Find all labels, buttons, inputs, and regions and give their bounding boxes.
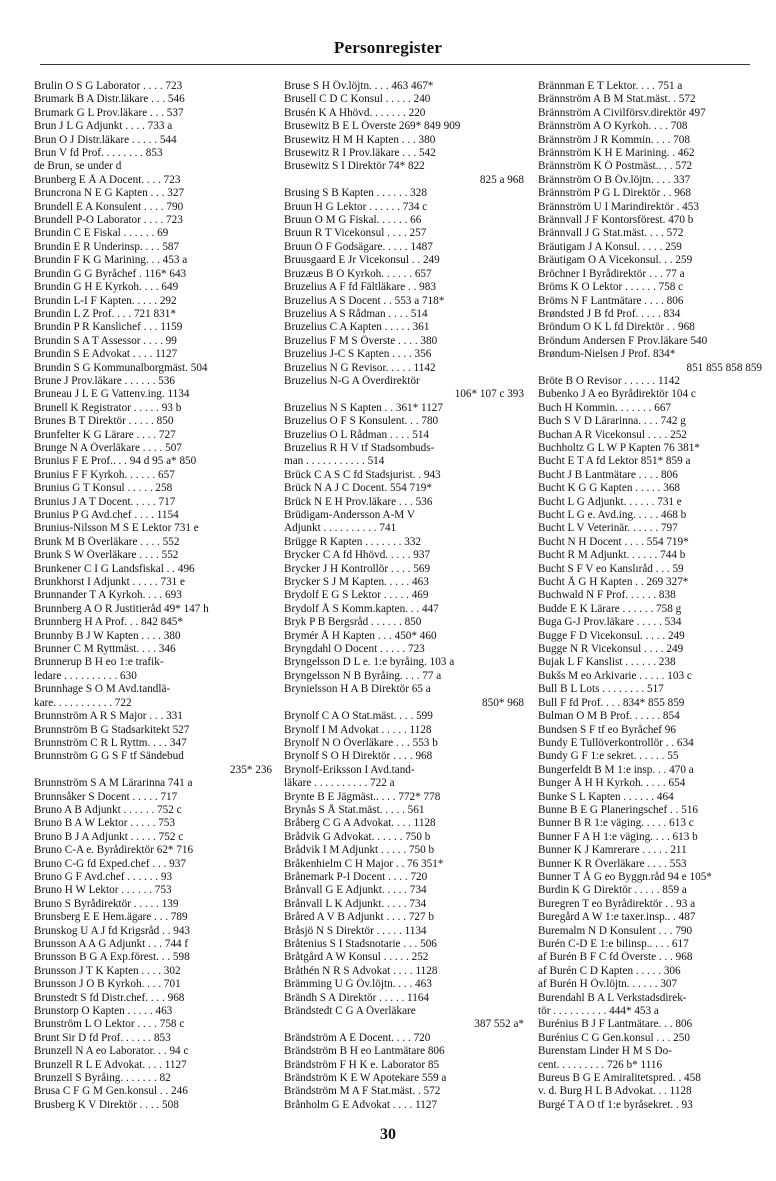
register-entry: Brunell K Registrator . . . . . 93 b — [34, 401, 182, 414]
register-entry: Brügge R Kapten . . . . . . . 332 — [284, 535, 422, 548]
register-entry: Bunger Å H H Kyrkoh. . . . . 654 — [538, 777, 686, 790]
register-entry: Bruno C-A e. Byrådirektör 62* 716 — [34, 844, 194, 857]
register-entry: Brunfelter K G Lärare . . . . 727 — [34, 428, 176, 441]
register-entry: Brynolf C A O Stat.mäst. . . . 599 — [284, 710, 433, 723]
register-entry: Brøndum-Nielsen J Prof. 834* — [538, 348, 676, 361]
register-entry: Brändh S A Direktör . . . . . 1164 — [284, 991, 430, 1004]
register-entry: Brunk M B Överläkare . . . . 552 — [34, 535, 180, 548]
register-entry: Buremalm N D Konsulent . . . 790 — [538, 924, 693, 937]
register-entry: Brunström L O Lektor . . . . 758 c — [34, 1018, 185, 1031]
register-entry: Brynte B E Jägmäst.. . . . 772* 778 — [284, 790, 441, 803]
register-entry: Bryngdahl O Docent . . . . . 723 — [284, 643, 425, 656]
register-entry: Bruzelius N-G A Överdirektör — [284, 374, 420, 387]
register-entry: Brunnerup B H eo 1:e trafik- — [34, 656, 164, 669]
register-entry: Buchan A R Vicekonsul . . . . 252 — [538, 428, 687, 441]
register-entry: Brundin S E Advokat . . . . 1127 — [34, 348, 178, 361]
register-entry: Brändström M A F Stat.mäst. . 572 — [284, 1085, 441, 1098]
register-entry: 106* 107 c 393 — [454, 388, 524, 401]
register-entry: Brännström O B Öv.löjtn. . . . 337 — [538, 173, 691, 186]
register-entry: Brundin E R Underinsp. . . . 587 — [34, 240, 180, 253]
register-column-3 — [538, 80, 762, 1112]
register-entry: Bruusgaard E Jr Vicekonsul . . 249 — [284, 254, 440, 267]
register-entry: Brändström B H eo Lantmätare 806 — [284, 1045, 445, 1058]
register-entry: Brulin O S G Laborator . . . . 723 — [34, 80, 183, 92]
register-entry: Bunke S L Kapten . . . . . . 464 — [538, 790, 674, 803]
register-entry: Bryk P B Bergsråd . . . . . . 850 — [284, 616, 422, 629]
register-entry: Bucht N H Docent . . . . 554 719* — [538, 535, 689, 548]
register-entry: Brunk S W Överläkare . . . . 552 — [34, 549, 179, 562]
register-entry: Budde E K Lärare . . . . . . 758 g — [538, 602, 682, 615]
register-entry: Brännström A Civilförsv.direktör 497 — [538, 106, 706, 119]
register-entry: Brunsson J O B Kyrkoh. . . . 701 — [34, 978, 181, 991]
register-entry: Bräutigam O A Vicekonsul. . . 259 — [538, 254, 693, 267]
register-entry: Brunius F E Prof.. . . 94 d 95 a* 850 — [34, 455, 197, 468]
register-entry: Brycker S J M Kapten. . . . . 463 — [284, 576, 429, 589]
register-entry: Brådvik I M Adjunkt . . . . . 750 b — [284, 844, 435, 857]
register-entry: Burdin K G Direktör . . . . . 859 a — [538, 884, 687, 897]
register-entry: Bruzæus B O Kyrkoh. . . . . . 657 — [284, 267, 432, 280]
register-entry: Bröndum Andersen F Prov.läkare 540 — [538, 334, 708, 347]
register-entry: Brøndsted J B fd Prof. . . . . 834 — [538, 307, 681, 320]
register-entry: Buch S V D Lärarinna. . . . 742 g — [538, 415, 686, 428]
register-entry: Brunius P G Avd.chef . . . . 1154 — [34, 509, 179, 521]
register-entry: Brunnander T A Kyrkoh. . . . 693 — [34, 589, 182, 602]
register-entry: Brusén K A Hhövd. . . . . . . 220 — [284, 106, 426, 119]
register-entry: Bucht R M Adjunkt. . . . . . 744 b — [538, 549, 686, 562]
register-entry: Bruzelius N S Kapten . . 361* 1127 — [284, 401, 443, 414]
register-entry: Brånvall G E Adjunkt. . . . . 734 — [284, 884, 427, 897]
register-entry: Bureus B G E Amiralitetspred. . 458 — [538, 1072, 701, 1085]
register-entry: Brunnby B J W Kapten . . . . 380 — [34, 629, 181, 642]
register-entry: Brunnberg A O R Justitieråd 49* 147 h — [34, 602, 209, 615]
register-entry: Bruzelius F M S Överste . . . . 380 — [284, 334, 438, 347]
register-entry: Buchwald N F Prof. . . . . . 838 — [538, 589, 676, 602]
register-entry: Brunsson A A G Adjunkt . . . 744 f — [34, 938, 189, 950]
register-entry: Bräutigam J A Konsul. . . . . 259 — [538, 240, 682, 253]
register-entry: Brunnhage S O M Avd.tandlä- — [34, 683, 171, 696]
register-entry: Bucht J B Lantmätare . . . . 806 — [538, 468, 678, 481]
register-entry: Brune J Prov.läkare . . . . . . 536 — [34, 374, 175, 387]
register-entry: Bunne B E G Planeringschef . . 516 — [538, 803, 699, 816]
register-entry: cent. . . . . . . . . 726 b* 1116 — [538, 1058, 663, 1071]
register-entry: Brydolf Å S Komm.kapten. . . 447 — [284, 602, 439, 615]
register-entry: af Burén H Öv.löjtn. . . . . . 307 — [538, 978, 678, 991]
register-entry: Bucht E T A fd Lektor 851* 859 a — [538, 455, 691, 468]
register-entry: Brunnström G G S F tf Sändebud — [34, 750, 184, 763]
register-entry: Bröchner I Byrådirektör . . . 77 a — [538, 267, 685, 280]
register-entry: Brunius G T Konsul . . . . . 258 — [34, 482, 173, 495]
register-entry: Bråtenius S I Stadsnotarie . . . 506 — [284, 938, 437, 950]
register-entry: Brännman E T Lektor. . . . 751 a — [538, 80, 683, 92]
register-entry: Bruzelius N G Revisor. . . . . 1142 — [284, 361, 436, 374]
register-entry: Bubenko J A eo Byrådirektör 104 c — [538, 388, 696, 401]
register-entry: Brynolf-Eriksson I Avd.tand- — [284, 763, 415, 776]
register-entry: Bruun Ö F Godsägare. . . . . 1487 — [284, 240, 433, 253]
register-entry: Bruno G F Avd.chef . . . . . . 93 — [34, 870, 173, 883]
register-entry: Bruzelius O L Rådman . . . . 514 — [284, 428, 430, 441]
register-entry: kare. . . . . . . . . . . 722 — [34, 696, 132, 709]
register-entry: Brunsson B G A Exp.förest. . . 598 — [34, 951, 190, 964]
register-entry: af Burén C D Kapten . . . . . 306 — [538, 964, 681, 977]
register-entry: Brunner C M Ryttmäst. . . . 346 — [34, 643, 176, 656]
register-entry: Brunzell N A eo Laborator. . . 94 c — [34, 1045, 189, 1058]
register-entry: 235* 236 — [230, 763, 272, 776]
register-entry: Brundin G G Byråchef . 116* 643 — [34, 267, 187, 280]
register-entry: Bröndum O K L fd Direktör . . 968 — [538, 321, 695, 334]
register-entry: Brunnsåker S Docent . . . . . 717 — [34, 790, 178, 803]
register-column-1 — [34, 80, 272, 1112]
register-entry: Brusberg K V Direktör . . . . 508 — [34, 1098, 179, 1111]
register-entry: Bujak L F Kanslist . . . . . . 238 — [538, 656, 676, 669]
register-entry: Burén C-D E 1:e bilinsp.. . . . 617 — [538, 938, 689, 950]
register-entry: Bucht K G G Kapten . . . . . 368 — [538, 482, 681, 495]
register-entry: Bruun R T Vicekonsul . . . . 257 — [284, 227, 427, 240]
register-entry: Brändström F H K e. Laborator 85 — [284, 1058, 440, 1071]
page-number: 30 — [380, 1126, 396, 1143]
register-entry: Brynolf I M Advokat . . . . . 1128 — [284, 723, 432, 736]
register-entry: Bucht Å G H Kapten . . 269 327* — [538, 576, 689, 589]
register-entry: Brunstorp O Kapten . . . . . 463 — [34, 1005, 173, 1018]
register-entry: Brun J L G Adjunkt . . . . 733 a — [34, 120, 173, 133]
register-entry: Brundin P R Kanslichef . . . 1159 — [34, 321, 183, 334]
register-entry: Brundell P-O Laborator . . . . 723 — [34, 214, 183, 227]
register-entry: Brusewitz S I Direktör 74* 822 — [284, 160, 425, 173]
register-entry: Bruzelius R H V tf Stadsombuds- — [284, 441, 435, 454]
register-entry: Bulman O M B Prof. . . . . . 854 — [538, 710, 680, 723]
register-entry: Brändstedt C G A Överläkare — [284, 1005, 416, 1018]
register-entry: Brännvall J G Stat.mäst. . . . 572 — [538, 227, 684, 240]
register-entry: 851 855 858 859 — [686, 361, 762, 374]
register-entry: Bunner K J Kamrerare . . . . . 211 — [538, 844, 687, 857]
register-entry: Brynielsson H A B Direktör 65 a — [284, 683, 431, 696]
register-entry: Bruno H W Lektor . . . . . . 753 — [34, 884, 172, 897]
register-entry: Brännström K H E Marining. . 462 — [538, 147, 695, 160]
register-entry: Brundin L-I F Kapten. . . . . 292 — [34, 294, 177, 307]
register-entry: Brunes B T Direktör . . . . . 850 — [34, 415, 174, 428]
register-entry: Bruzelius J-C S Kapten . . . . 356 — [284, 348, 432, 361]
register-entry: Brycker C A fd Hhövd. . . . . 937 — [284, 549, 431, 562]
register-entry: Brundin S G Kommunalborgmäst. 504 — [34, 361, 208, 374]
register-entry: 850* 968 — [482, 696, 524, 709]
register-entry: Brunnberg H A Prof. . . 842 845* — [34, 616, 183, 629]
register-entry: Buregård A W 1:e taxer.insp.. . 487 — [538, 911, 696, 924]
register-entry: Burendahl B A L Verkstadsdirek- — [538, 991, 687, 1004]
register-entry: Brunius J A T Docent. . . . . 717 — [34, 495, 176, 508]
register-entry: Brunzell R L E Advokat. . . . 1127 — [34, 1058, 187, 1071]
register-entry: Brusell C D C Konsul . . . . . 240 — [284, 93, 431, 106]
register-entry: Brännström A O Kyrkoh. . . . 708 — [538, 120, 688, 133]
register-entry: Brunt Sir D fd Prof. . . . . . 853 — [34, 1031, 171, 1044]
register-entry: Brännström K Ö Postmäst.. . . 572 — [538, 160, 693, 173]
register-entry: Brundell E A Konsulent . . . . 790 — [34, 200, 184, 213]
register-entry: Bröte B O Revisor . . . . . . 1142 — [538, 374, 680, 387]
register-entry: Bråtgård A W Konsul . . . . . 252 — [284, 951, 429, 964]
register-entry: Bråsjö N S Direktör . . . . . 1134 — [284, 924, 427, 937]
register-entry: Brück C A S C fd Stadsjurist. . 943 — [284, 468, 441, 481]
register-entry: Bundy G F 1:e sekret. . . . . . 55 — [538, 750, 679, 763]
register-entry: Bruzelius C A Kapten . . . . . 361 — [284, 321, 430, 334]
register-entry: Brusewitz R I Prov.läkare . . . 542 — [284, 147, 436, 160]
register-entry: Brunskog U A J fd Krigsråd . . 943 — [34, 924, 191, 937]
register-entry: Brunius F F Kyrkoh. . . . . . 657 — [34, 468, 175, 481]
register-entry: 387 552 a* — [474, 1018, 524, 1031]
register-entry: Brüdigam-Andersson A-M V — [284, 509, 415, 521]
register-entry: Brun O J Distr.läkare . . . . . 544 — [34, 133, 177, 146]
register-entry: Bryngelsson D L e. 1:e byråing. 103 a — [284, 656, 455, 669]
register-entry: Brusewitz B E L Överste 269* 849 909 — [284, 120, 461, 133]
register-entry: Bruno B J A Adjunkt . . . . . 752 c — [34, 830, 184, 843]
register-entry: Bruse S H Öv.löjtn. . . . 463 467* — [284, 80, 434, 92]
register-entry: Brück N A J C Docent. 554 719* — [284, 482, 432, 495]
register-entry: Brunnström S A M Lärarinna 741 a — [34, 777, 193, 790]
register-entry: Brunzell S Byråing. . . . . . . 82 — [34, 1072, 171, 1085]
register-entry: Brundin L Z Prof. . . . 721 831* — [34, 307, 176, 320]
register-entry: Brunge N A Överläkare . . . . 507 — [34, 441, 182, 454]
register-entry: Bruzelius A S Rådman . . . . 514 — [284, 307, 428, 320]
register-column-2 — [284, 80, 524, 1112]
register-entry: Bugge N R Vicekonsul . . . . 249 — [538, 643, 684, 656]
register-entry: Burénius B J F Lantmätare. . . 806 — [538, 1018, 693, 1031]
register-entry: Brännström U I Marindirektör . 453 — [538, 200, 699, 213]
register-entry: Bruno B A W Lektor . . . . . 753 — [34, 817, 175, 830]
register-entry: Bråthén N R S Advokat . . . . 1128 — [284, 964, 438, 977]
register-entry: Bråberg C G A Advokat. . . . 1128 — [284, 817, 436, 830]
register-entry: Brück N E H Prov.läkare . . . 536 — [284, 495, 433, 508]
register-entry: man . . . . . . . . . . . 514 — [284, 455, 385, 468]
register-entry: Brånemark P-I Docent . . . . 720 — [284, 870, 428, 883]
register-entry: Bucht L G Adjunkt. . . . . . 731 e — [538, 495, 682, 508]
register-entry: Bruncrona N E G Kapten . . . 327 — [34, 187, 185, 200]
register-entry: Bunner B R 1:e väging. . . . . 613 c — [538, 817, 694, 830]
register-entry: Brämming U G Öv.löjtn. . . . 463 — [284, 978, 432, 991]
register-entry: Brändström K E W Apotekare 559 a — [284, 1072, 447, 1085]
register-entry: Bull F fd Prof. . . . 834* 855 859 — [538, 696, 685, 709]
register-entry: Bruun O M G Fiskal. . . . . . 66 — [284, 214, 422, 227]
register-entry: Brundin G H E Kyrkoh. . . . 649 — [34, 281, 179, 294]
register-entry: Bungerfeldt B M 1:e insp. . . 470 a — [538, 763, 694, 776]
register-entry: 825 a 968 — [479, 173, 524, 186]
register-entry: Brusewitz H M H Kapten . . . 380 — [284, 133, 436, 146]
register-entry: Burénius C G Gen.konsul . . . 250 — [538, 1031, 690, 1044]
register-entry: Bugge F D Vicekonsul. . . . . 249 — [538, 629, 685, 642]
register-entry: Bråred A V B Adjunkt . . . . 727 b — [284, 911, 435, 924]
register-entry: Bukšs M eo Arkivarie . . . . . 103 c — [538, 669, 692, 682]
register-entry: de Brun, se under d — [34, 160, 122, 173]
register-entry: Bunner K R Överläkare . . . . 553 — [538, 857, 687, 870]
register-entry: Adjunkt . . . . . . . . . . 741 — [284, 522, 397, 535]
register-entry: Brännström A B M Stat.mäst. . 572 — [538, 93, 696, 106]
register-entry: af Burén B F C fd Överste . . . 968 — [538, 951, 693, 964]
register-entry: Brunnström B G Stadsarkitekt 527 — [34, 723, 190, 736]
register-entry: Brymér Å H Kapten . . . 450* 460 — [284, 629, 437, 642]
register-entry: läkare . . . . . . . . . . 722 a — [284, 777, 395, 790]
register-entry: Brännström P G L Direktör . . 968 — [538, 187, 691, 200]
register-entry: Brusing S B Kapten . . . . . . 328 — [284, 187, 427, 200]
page-title: Personregister — [333, 38, 443, 57]
register-entry: Brunsson J T K Kapten . . . . 302 — [34, 964, 181, 977]
register-entry: Brunnström C R L Ryttm. . . . 347 — [34, 736, 187, 749]
header-rule — [40, 64, 750, 65]
register-entry: Brumark G L Prov.läkare . . . 537 — [34, 106, 184, 119]
register-entry: Brunkener C I G Landsfiskal . . 496 — [34, 562, 195, 575]
register-entry: Bucht S F V eo Kanslıråd . . . 59 — [538, 562, 684, 575]
register-entry: Brundin S A T Assessor . . . . 99 — [34, 334, 177, 347]
register-entry: Brynolf N O Överläkare . . . 553 b — [284, 736, 438, 749]
register-entry: Brycker J H Kontrollör . . . . 569 — [284, 562, 431, 575]
register-entry: Bucht L V Veterinär. . . . . . 797 — [538, 522, 678, 535]
register-entry: Bruneau J L E G Vattenv.ing. 1134 — [34, 388, 190, 401]
register-entry: Brun V fd Prof. . . . . . . . 853 — [34, 147, 163, 160]
register-entry: Buch H Kommin. . . . . . . 667 — [538, 401, 672, 414]
register-entry: Brumark B A Distr.läkare . . . 546 — [34, 93, 185, 106]
register-entry: Brunberg E Å A Docent. . . . 723 — [34, 173, 181, 186]
register-entry: Bunner F A H 1:e väging. . . . 613 b — [538, 830, 698, 843]
register-entry: Brusa C F G M Gen.konsul . . 246 — [34, 1085, 188, 1098]
register-entry: Brundin F K G Marining. . . 453 a — [34, 254, 188, 267]
register-entry: Bunner T Å G eo Byggn.råd 94 e 105* — [538, 870, 712, 883]
register-entry: Bruno S Byrådirektör . . . . . 139 — [34, 897, 179, 910]
register-entry: Brännvall J F Kontorsförest. 470 b — [538, 214, 694, 227]
register-entry: Brändström A E Docent. . . . 720 — [284, 1031, 431, 1044]
register-entry: Bryngelsson N B Byråing. . . . 77 a — [284, 669, 442, 682]
register-entry: Brånvall L K Adjunkt. . . . . 734 — [284, 897, 427, 910]
register-entry: Bruzelius A S Docent . . 553 a 718* — [284, 294, 445, 307]
register-entry: Brunsberg E E Hem.ägare . . . 789 — [34, 911, 188, 924]
register-entry: Burgé T A O tf 1:e byråsekret. . 93 — [538, 1098, 693, 1111]
register-entry: Bundy E Tullöverkontrollör . . 634 — [538, 736, 694, 749]
register-entry: Bröms N F Lantmätare . . . . 806 — [538, 294, 684, 307]
register-entry: Buregren T eo Byrådirektör . . 93 a — [538, 897, 696, 910]
register-entry: Bruun H G Lektor . . . . . . 734 c — [284, 200, 428, 213]
register-entry: Bröms K O Lektor . . . . . . 758 c — [538, 281, 684, 294]
register-entry: Bruno A B Adjunkt . . . . . . 752 c — [34, 803, 182, 816]
register-entry: Buga G-J Prov.läkare . . . . . 534 — [538, 616, 682, 629]
register-entry: Brunkhorst I Adjunkt . . . . . 731 e — [34, 576, 186, 589]
register-entry: Brådvik G Advokat. . . . . . 750 b — [284, 830, 431, 843]
register-entry: Brunnström A R S Major . . . 331 — [34, 710, 183, 723]
register-entry: Burenstam Linder H M S Do- — [538, 1045, 672, 1058]
register-entry: Brunstedt S fd Distr.chef. . . . 968 — [34, 991, 185, 1004]
register-entry: Brundin C E Fiskal . . . . . . 69 — [34, 227, 169, 240]
register-entry: Bull B L Lots . . . . . . . . 517 — [538, 683, 664, 696]
register-entry: tör . . . . . . . . . . 444* 453 a — [538, 1005, 659, 1018]
register-entry: Brynås S Å Stat.mäst. . . . . 561 — [284, 803, 425, 816]
register-entry: ledare . . . . . . . . . . 630 — [34, 669, 137, 682]
register-entry: Bundsen S F tf eo Byråchef 96 — [538, 723, 676, 736]
register-entry: Brunius-Nilsson M S E Lektor 731 e — [34, 522, 199, 535]
register-entry: Brydolf E G S Lektor . . . . . 469 — [284, 589, 429, 602]
register-entry: Bucht L G e. Avd.ing. . . . . 468 b — [538, 509, 687, 521]
register-entry: Brännström J R Kommin. . . . 708 — [538, 133, 690, 146]
register-entry: Buchholtz G L W P Kapten 76 381* — [538, 441, 700, 454]
register-entry: Bruzelius A F fd Fältläkare . . 983 — [284, 281, 436, 294]
register-entry: Bråkenhielm C H Major . . 76 351* — [284, 857, 444, 870]
register-entry: Brånholm G E Advokat . . . . 1127 — [284, 1098, 438, 1111]
register-entry: Bruzelius O F S Konsulent. . . 780 — [284, 415, 439, 428]
register-entry: Brynolf S O H Direktör . . . . 968 — [284, 750, 433, 763]
register-entry: Bruno C-G fd Exped.chef . . . 937 — [34, 857, 186, 870]
register-entry: v. d. Burg H L B Advokat. . . 1128 — [538, 1085, 692, 1098]
